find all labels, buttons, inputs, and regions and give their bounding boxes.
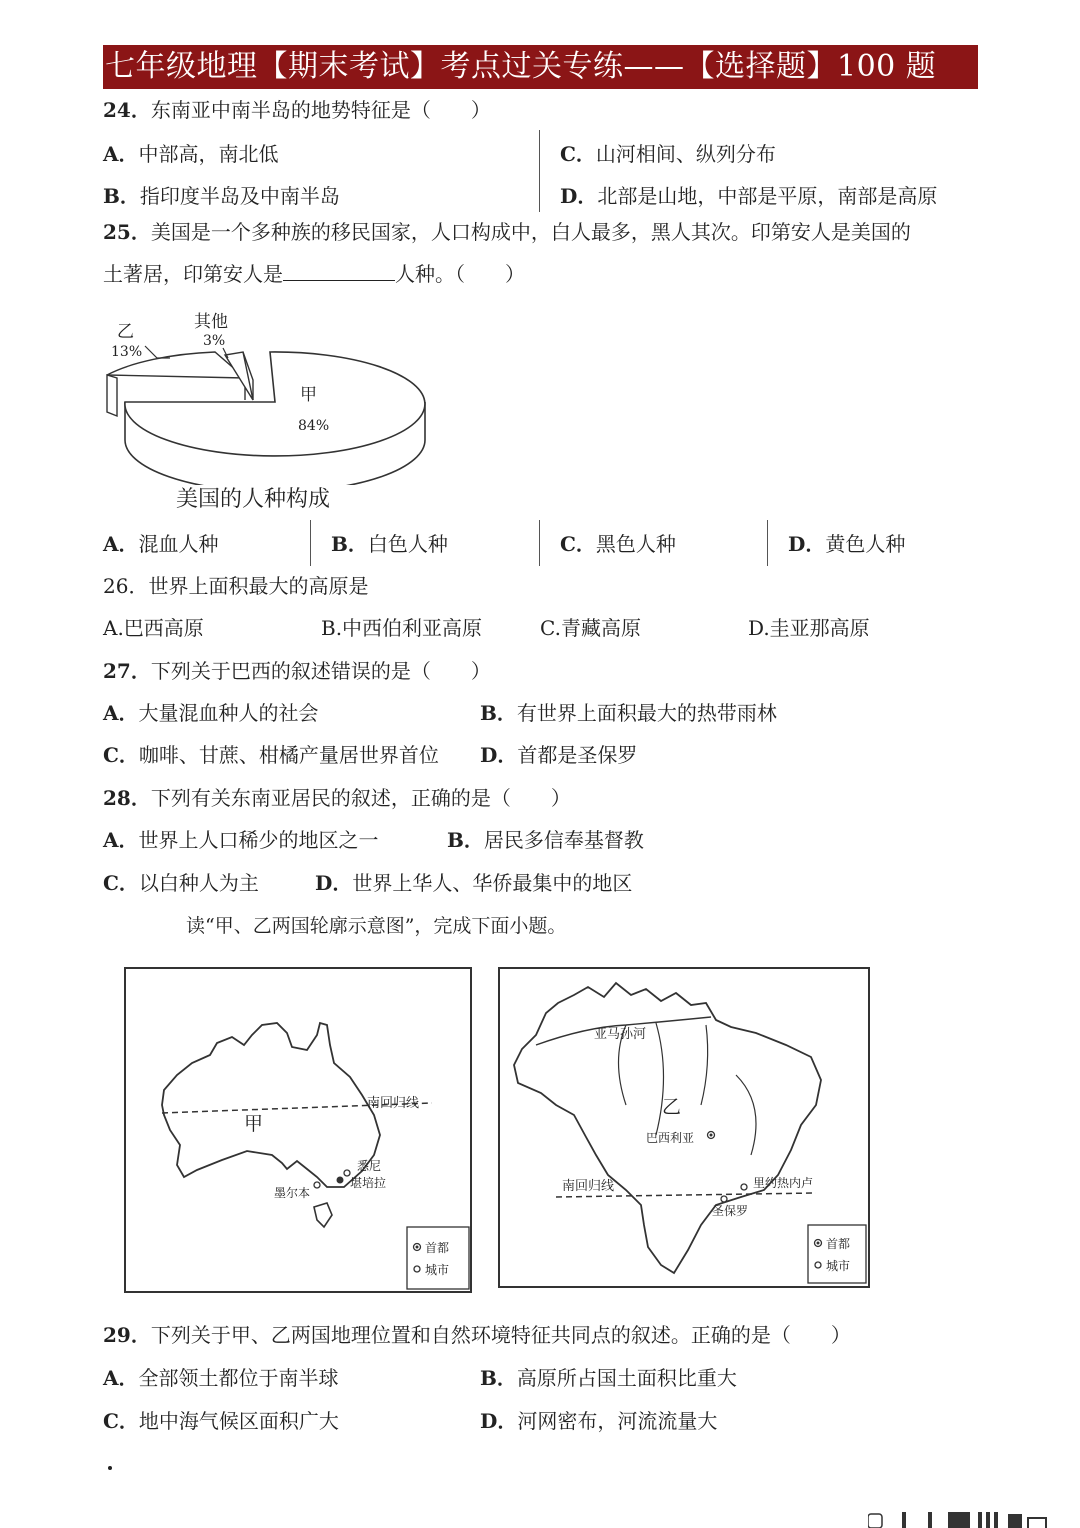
question-text: 下列有关东南亚居民的叙述，正确的是（ ） [150,786,571,810]
tropic-label: 南回归线 [562,1179,615,1194]
option-label: D． [315,871,353,895]
option-24-a[interactable] [103,140,279,168]
option-label: C． [103,1409,139,1433]
question-text: 下列关于甲、乙两国地理位置和自然环境特征共同点的叙述。正确的是（ ） [150,1323,851,1347]
option-label: B． [480,1366,517,1390]
option-26-b[interactable]: B.中西伯利亚高原 [321,616,483,640]
column-divider [310,520,311,566]
option-label: A． [103,701,139,725]
watermark-bar [868,1512,1058,1528]
option-label: D． [480,743,518,767]
option-text: 黄色人种 [825,532,906,556]
legend-capital-dot [416,1246,419,1249]
legend-city-icon [815,1262,821,1268]
country-label-jia: 甲 [244,1113,264,1135]
question-text: 土著居，印第安人是 [103,262,283,286]
option-28-c[interactable] [103,869,259,897]
option-29-a[interactable] [103,1364,339,1392]
question-25-stem [103,218,911,246]
pie-label-jia: 甲 [300,385,317,405]
pie-value-yi: 13% [111,344,143,360]
option-text: 世界上人口稀少的地区之一 [138,828,379,852]
option-26-c[interactable]: C.青藏高原 [540,616,641,640]
option-label: B． [480,701,517,725]
column-divider [767,520,768,566]
map-legend [407,1227,469,1289]
legend-city-icon [414,1266,420,1272]
river-label: 亚马孙河 [594,1027,647,1042]
option-text: 高原所占国土面积比重大 [516,1366,737,1390]
city-label-melbourne: 墨尔本 [274,1186,311,1200]
question-27-stem [103,657,491,685]
option-label: A． [103,532,139,556]
header-banner: 七年级地理【期末考试】考点过关专练——【选择题】100 题 [103,45,978,89]
option-label: C． [103,743,139,767]
pie-value-jia: 84% [298,418,330,434]
city-label-rio: 里约热内卢 [753,1176,814,1190]
pie-label-other: 其他 [194,312,228,332]
option-29-c[interactable] [103,1407,339,1435]
map-legend [808,1225,866,1283]
question-text: 东南亚中南半岛的地势特征是（ ） [150,98,491,122]
reading-instruction: 读“甲、乙两国轮廓示意图”，完成下面小题。 [186,915,567,937]
bullet-dot [108,1466,112,1470]
option-text: 北部是山地，中部是平原，南部是高原 [597,184,938,208]
option-label: C． [560,532,596,556]
question-28-stem [103,784,571,812]
option-text: 首都是圣保罗 [517,743,638,767]
option-text: 大量混血种人的社会 [138,701,319,725]
map-yi [496,965,872,1290]
option-text: 居民多信奉基督教 [483,828,644,852]
option-24-d[interactable] [560,182,937,210]
option-text: 全部领土都位于南半球 [138,1366,339,1390]
answer-blank[interactable] [283,261,395,281]
pie-caption: 美国的人种构成 [176,487,331,512]
legend-capital-label: 首都 [826,1237,851,1251]
question-text: 下列关于巴西的叙述错误的是（ ） [150,659,491,683]
option-29-b[interactable] [480,1364,737,1392]
option-text: 白色人种 [367,532,448,556]
option-28-d[interactable] [315,869,632,897]
country-label-yi: 乙 [662,1096,682,1118]
option-text: 指印度半岛及中南半岛 [139,184,340,208]
option-text: 有世界上面积最大的热带雨林 [516,701,777,725]
option-text: 山河相间、纵列分布 [595,142,776,166]
option-text: 河网密布，河流流量大 [517,1409,718,1433]
option-label: D． [788,532,826,556]
pie-leader-yi [145,346,170,358]
option-text: 咖啡、甘蔗、柑橘产量居世界首位 [138,743,439,767]
option-24-c[interactable] [560,140,776,168]
pie-label-yi: 乙 [117,322,134,342]
question-24-stem [103,96,491,124]
option-text: 中部高，南北低 [138,142,279,166]
option-text: 混血人种 [138,532,219,556]
capital-dot [337,1177,343,1183]
tropic-label: 南回归线 [367,1096,420,1111]
question-number: 28． [103,786,151,810]
question-number: 29． [103,1323,151,1347]
option-text: 世界上华人、华侨最集中的地区 [352,871,633,895]
legend-city-label: 城市 [425,1263,450,1277]
us-race-pie-chart [95,300,435,485]
option-label: C． [560,142,596,166]
capital-dot-center [710,1134,713,1137]
question-29-stem [103,1321,851,1349]
column-divider [539,130,540,212]
option-24-b[interactable] [103,182,340,210]
option-text: 黑色人种 [595,532,676,556]
legend-capital-label: 首都 [425,1241,450,1255]
option-25-d[interactable] [788,530,905,558]
city-dot [314,1182,320,1188]
pie-value-other: 3% [203,333,226,349]
question-26-stem: 26．世界上面积最大的高原是 [103,574,369,598]
option-26-a[interactable]: A.巴西高原 [103,616,204,640]
option-28-b[interactable] [447,826,644,854]
map-jia [122,965,474,1295]
option-25-b[interactable] [331,530,448,558]
city-label-saopaulo: 圣保罗 [712,1204,749,1218]
city-dot [721,1196,727,1202]
legend-city-label: 城市 [826,1259,851,1273]
question-text: 美国是一个多种族的移民国家，人口构成中，白人最多，黑人其次。印第安人是美国的 [150,220,911,244]
option-label: D． [560,184,598,208]
option-25-a[interactable] [103,530,219,558]
option-27-a[interactable] [103,699,319,727]
option-label: B． [331,532,368,556]
option-label: A． [103,142,139,166]
question-number: 25． [103,220,151,244]
city-label-sydney: 悉尼 [357,1159,382,1173]
city-dot [741,1184,747,1190]
option-label: D． [480,1409,518,1433]
option-27-d[interactable] [480,741,637,769]
option-28-a[interactable] [103,826,379,854]
question-number: 27． [103,659,151,683]
legend-capital-dot [817,1242,820,1245]
option-27-c[interactable] [103,741,439,769]
option-label: A． [103,828,139,852]
option-label: B． [103,184,140,208]
option-25-c[interactable] [560,530,676,558]
option-text: 以白种人为主 [138,871,259,895]
pie-slice-yi-side [107,375,117,416]
option-label: A． [103,1366,139,1390]
question-number: 24． [103,98,151,122]
option-label: B． [447,828,484,852]
question-text: 人种。（ ） [395,262,525,286]
option-26-d[interactable]: D.圭亚那高原 [748,616,870,640]
option-text: 地中海气候区面积广大 [138,1409,339,1433]
question-25-stem-line2 [103,260,525,288]
city-label-brasilia: 巴西利亚 [646,1131,695,1145]
option-27-b[interactable] [480,699,777,727]
city-label-canberra: 堪培拉 [350,1176,387,1190]
option-label: C． [103,871,139,895]
option-29-d[interactable] [480,1407,717,1435]
column-divider [539,520,540,566]
